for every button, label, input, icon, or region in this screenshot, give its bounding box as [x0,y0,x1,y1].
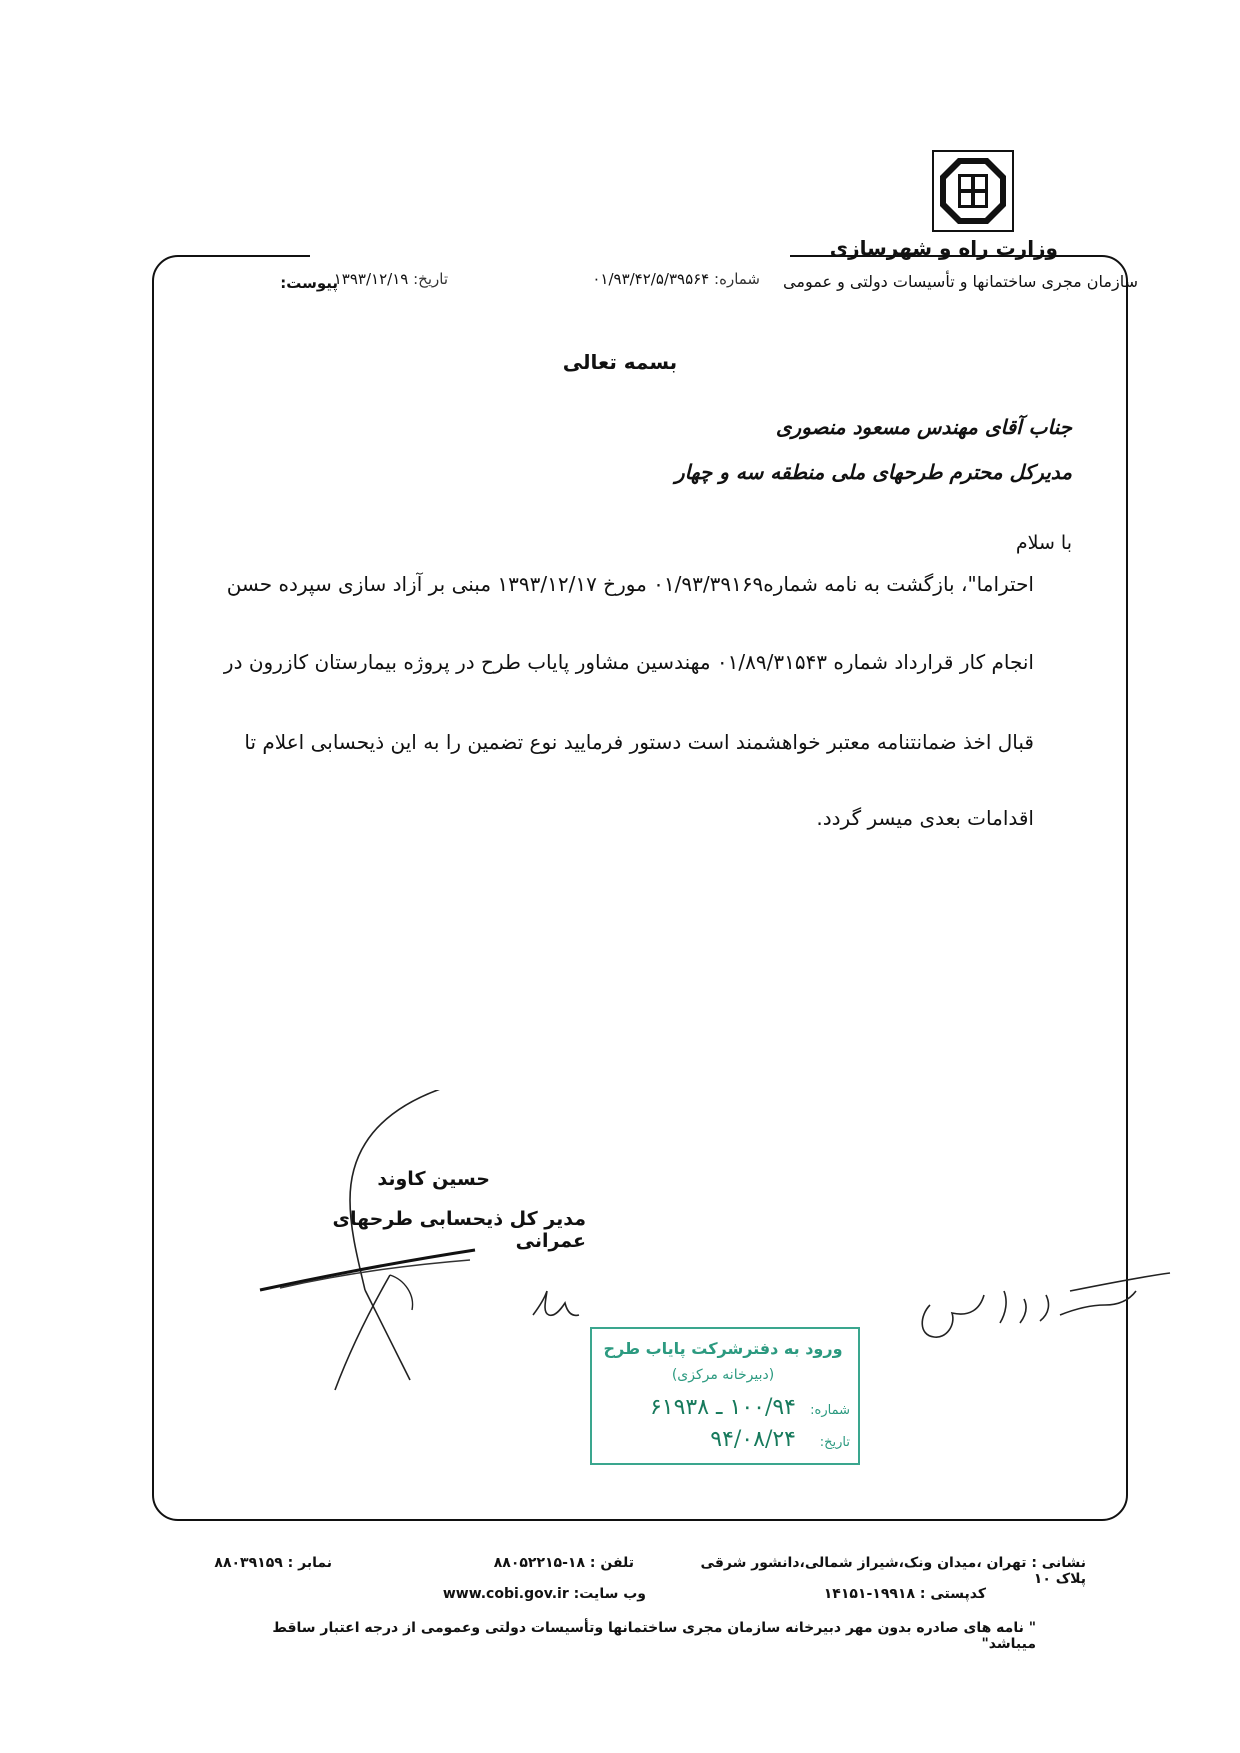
footer-fax: نمابر : ۸۸۰۳۹۱۵۹ [214,1555,332,1571]
footer-phone: تلفن : ۱۸-۸۸۰۵۲۲۱۵ [493,1555,634,1571]
signer-title: مدیر کل ذیحسابی طرحهای عمرانی [332,1208,586,1252]
stamp-number-value: ۱۰۰/۹۴ ـ ۶۱۹۳۸ [649,1395,796,1420]
stamp-subtitle: (دبیرخانه مرکزی) [671,1367,775,1383]
ministry-logo-icon [932,150,1014,232]
footer-website-label: وب سایت: [573,1586,646,1602]
stamp-date-label: تاریخ: [819,1435,850,1450]
footer-postal-code: کدپستی : ۱۹۹۱۸-۱۴۱۵۱ [823,1586,986,1602]
body-line: انجام کار قرارداد شماره ۰۱/۸۹/۳۱۵۴۳ مهندسین مشاور پایاب طرح در پروژه بیمارستان کازرون در [223,650,1034,674]
attachment-label: پیوست: [280,274,338,292]
body-line: احتراما"، بازگشت به نامه شماره۰۱/۹۳/۳۹۱۶۹ مورخ ۱۳۹۳/۱۲/۱۷ مبنی بر آزاد سازی سپرده حسن [226,572,1034,596]
letter-number-label: شماره: [714,270,760,288]
footer-notice: " نامه های صادره بدون مهر دبیرخانه سازمان مجری ساختمانها وتأسیسات دولتی وعمومی از درجه اعتبار ساقط میباشد" [272,1620,1036,1652]
body-line: قبال اخذ ضمانتنامه معتبر خواهشمند است دستور فرمایید نوع تضمین را به این ذیحسابی اعلام تا [244,730,1034,754]
organization-name: سازمان مجری ساختمانها و تأسیسات دولتی و عمومی [783,272,1138,291]
invocation: بسمه تعالی [562,350,678,374]
incoming-stamp [590,1327,860,1465]
signer-name: حسین کاوند [377,1168,490,1190]
greeting: با سلام [1015,532,1072,554]
stamp-number-label: شماره: [810,1403,850,1418]
reference-row [240,270,760,296]
handwriting-company-icon [900,1265,1180,1355]
stamp-title: ورود به دفترشرکت پایاب طرح [603,1339,843,1358]
letter-number-value: ۰۱/۹۳/۴۲/۵/۳۹۵۶۴ [592,270,710,288]
body-line: اقدامات بعدی میسر گردد. [816,806,1034,830]
frame-header-gap [310,250,790,262]
footer-website [440,1586,646,1602]
letter-date-value: ۱۳۹۳/۱۲/۱۹ [333,270,409,288]
footer-address: نشانی : تهران ،میدان ونک،شیراز شمالی،دانشور شرقی پلاک ۱۰ [700,1555,1086,1587]
stamp-date-value: ۹۴/۰۸/۲۴ [710,1427,796,1452]
ministry-name: وزارت راه و شهرسازی [829,236,1058,260]
letter-number [460,270,760,288]
addressee-title: مدیرکل محترم طرحهای ملی منطقه سه و چهار [674,460,1072,484]
addressee-name: جناب آقای مهندس مسعود منصوری [775,415,1072,439]
footer-website-link[interactable]: www.cobi.gov.ir [442,1586,569,1602]
letter-date-label: تاریخ: [413,270,448,288]
handwritten-note-icon [525,1285,585,1330]
